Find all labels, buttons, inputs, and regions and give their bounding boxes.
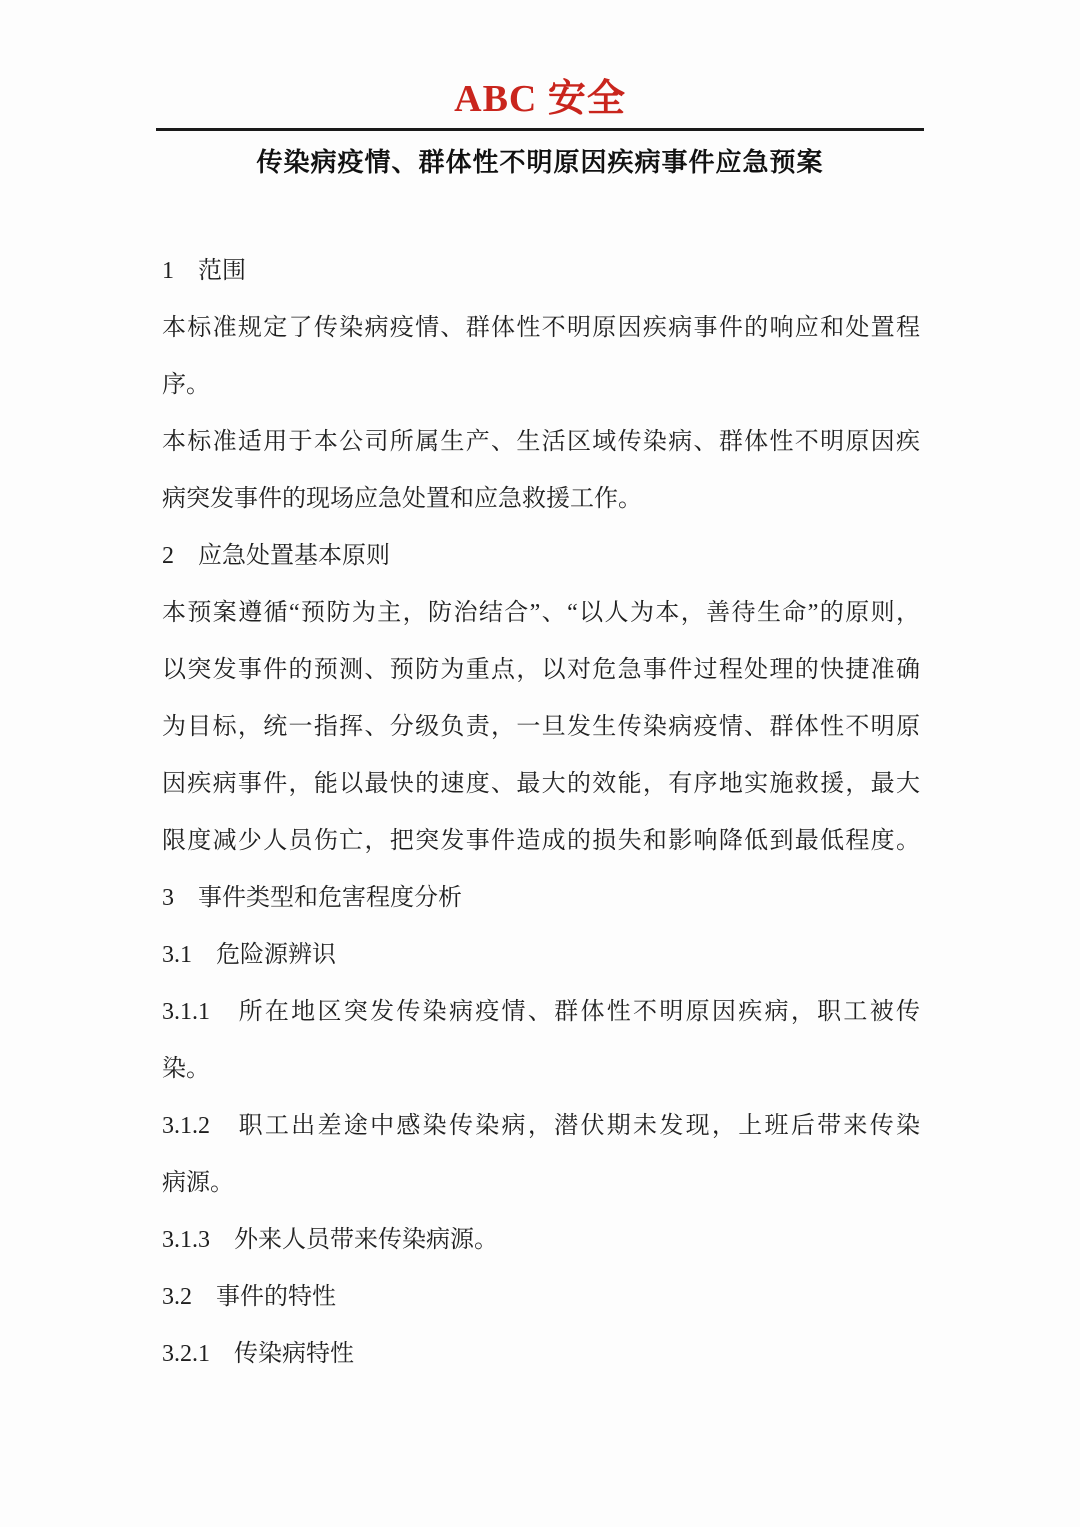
doc-line-heading-3-2: 3.2 事件的特性: [162, 1284, 336, 1310]
doc-line: 3.1.2 职工出差途中感染传染病，潜伏期未发现，上班后带来传染: [162, 1113, 920, 1139]
doc-line: 本标准规定了传染病疫情、群体性不明原因疾病事件的响应和处置程: [162, 315, 920, 341]
doc-line-heading-3: 3 事件类型和危害程度分析: [162, 885, 462, 911]
doc-line: 病源。: [162, 1170, 234, 1196]
doc-line: 3.1.1 所在地区突发传染病疫情、群体性不明原因疾病，职工被传: [162, 999, 920, 1025]
doc-line-heading-3-2-1: 3.2.1 传染病特性: [162, 1341, 354, 1367]
doc-line-heading-3-1-3: 3.1.3 外来人员带来传染病源。: [162, 1227, 498, 1253]
brand-title: ABC 安全: [454, 78, 626, 120]
doc-line: 限度减少人员伤亡，把突发事件造成的损失和影响降低到最低程度。: [162, 828, 920, 854]
doc-line: 为目标，统一指挥、分级负责，一旦发生传染病疫情、群体性不明原: [162, 714, 920, 740]
doc-line: 本预案遵循“预防为主，防治结合”、“以人为本，善待生命”的原则，: [162, 600, 920, 626]
document-body: [0, 243, 1080, 1383]
doc-line: 染。: [162, 1056, 210, 1082]
header-divider: [156, 128, 924, 131]
doc-line: 因疾病事件，能以最快的速度、最大的效能，有序地实施救援，最大: [162, 771, 920, 797]
doc-line-heading-2: 2 应急处置基本原则: [162, 543, 390, 569]
doc-line: 病突发事件的现场应急处置和应急救援工作。: [162, 486, 642, 512]
doc-line-heading-3-1: 3.1 危险源辨识: [162, 942, 336, 968]
doc-line-heading-1: 1 范围: [162, 258, 246, 284]
doc-line: 以突发事件的预测、预防为重点，以对危急事件过程处理的快捷准确: [162, 657, 920, 683]
document-title: 传染病疫情、群体性不明原因疾病事件应急预案: [256, 147, 824, 177]
doc-line: 本标准适用于本公司所属生产、生活区域传染病、群体性不明原因疾: [162, 429, 920, 455]
doc-line: 序。: [162, 372, 210, 398]
